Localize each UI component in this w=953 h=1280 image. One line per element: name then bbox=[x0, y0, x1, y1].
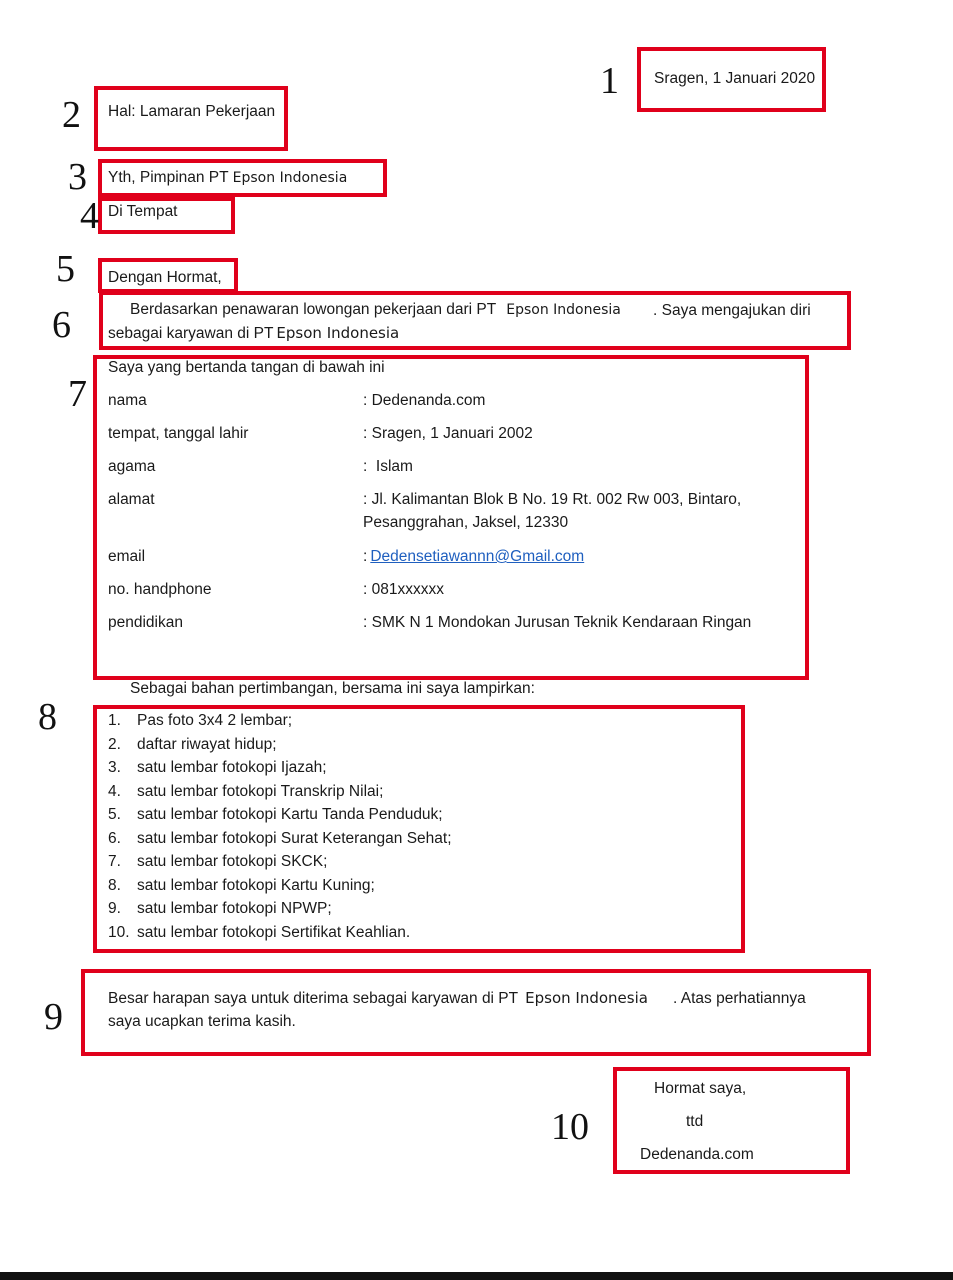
list-item-text: satu lembar fotokopi Sertifikat Keahlian. bbox=[137, 923, 411, 941]
opening-line-1-end: . Saya mengajukan diri bbox=[653, 302, 811, 319]
signature-regards: Hormat saya, bbox=[654, 1080, 747, 1097]
closing-line-1-end: . Atas perhatiannya bbox=[673, 990, 806, 1007]
marker-4: 4 bbox=[80, 195, 99, 237]
marker-2: 2 bbox=[62, 94, 81, 136]
opening-text-a: Berdasarkan penawaran lowongan pekerjaan dari PT bbox=[130, 301, 496, 318]
list-item-text: satu lembar fotokopi Kartu Tanda Penduduk; bbox=[137, 806, 443, 823]
list-item bbox=[108, 712, 452, 736]
recipient-company: Epson Indonesia bbox=[232, 170, 348, 186]
list-item bbox=[108, 806, 452, 830]
list-item bbox=[108, 830, 452, 854]
email-colon: : bbox=[363, 548, 368, 565]
closing-line-2: saya ucapkan terima kasih. bbox=[108, 1013, 296, 1030]
list-item-text: satu lembar fotokopi Surat Keterangan Sehat; bbox=[137, 829, 452, 847]
list-item-number: 1. bbox=[108, 712, 121, 729]
list-item-text: daftar riwayat hidup; bbox=[137, 735, 277, 753]
list-item bbox=[108, 759, 452, 783]
opening-company-2: Epson Indonesia bbox=[276, 324, 400, 342]
list-item-text: satu lembar fotokopi Transkrip Nilai; bbox=[137, 782, 384, 800]
email-link[interactable]: Dedensetiawannn@Gmail.com bbox=[370, 548, 585, 565]
identity-label-email: email bbox=[108, 548, 146, 565]
list-item bbox=[108, 877, 452, 901]
signature-name: Dedenanda.com bbox=[640, 1146, 754, 1163]
letter-recipient bbox=[108, 169, 347, 188]
list-item-number: 2. bbox=[108, 735, 121, 753]
marker-1: 1 bbox=[600, 60, 619, 102]
letter-date: Sragen, 1 Januari 2020 bbox=[654, 70, 816, 87]
attachments-list bbox=[108, 712, 452, 947]
list-item-text: satu lembar fotokopi SKCK; bbox=[137, 853, 328, 870]
attachments-intro: Sebagai bahan pertimbangan, bersama ini saya lampirkan: bbox=[130, 680, 535, 697]
list-item-number: 10. bbox=[108, 923, 130, 941]
opening-text-b: sebagai karyawan di PT bbox=[108, 325, 274, 342]
letter-place: Di Tempat bbox=[108, 203, 178, 220]
marker-9: 9 bbox=[44, 996, 63, 1038]
marker-7: 7 bbox=[68, 373, 87, 415]
list-item-number: 7. bbox=[108, 853, 121, 870]
identity-value-education: : SMK N 1 Mondokan Jurusan Teknik Kendaraan Ringan bbox=[363, 614, 752, 631]
list-item bbox=[108, 924, 452, 948]
identity-intro: Saya yang bertanda tangan di bawah ini bbox=[108, 359, 385, 376]
list-item bbox=[108, 853, 452, 877]
closing-text-a: Besar harapan saya untuk diterima sebagai karyawan di PT bbox=[108, 990, 518, 1007]
signature-sign: ttd bbox=[686, 1113, 704, 1130]
marker-10: 10 bbox=[551, 1106, 589, 1148]
bottom-bar bbox=[0, 1272, 953, 1280]
identity-value-religion: : Islam bbox=[363, 458, 413, 475]
list-item-number: 6. bbox=[108, 829, 121, 847]
list-item-number: 5. bbox=[108, 806, 121, 823]
marker-6: 6 bbox=[52, 304, 71, 346]
identity-label-address: alamat bbox=[108, 491, 155, 508]
list-item-text: Pas foto 3x4 2 lembar; bbox=[137, 712, 293, 729]
identity-value-phone: : 081xxxxxx bbox=[363, 581, 444, 598]
list-item bbox=[108, 900, 452, 924]
list-item-text: satu lembar fotokopi Kartu Kuning; bbox=[137, 876, 375, 894]
identity-label-education: pendidikan bbox=[108, 614, 183, 631]
identity-label-religion: agama bbox=[108, 458, 156, 475]
identity-value-address-2: Pesanggrahan, Jaksel, 12330 bbox=[363, 514, 569, 531]
marker-8: 8 bbox=[38, 696, 57, 738]
identity-value-email bbox=[363, 548, 584, 566]
marker-3: 3 bbox=[68, 156, 87, 198]
identity-label-phone: no. handphone bbox=[108, 581, 212, 598]
identity-label-name: nama bbox=[108, 392, 147, 409]
recipient-prefix: Yth, Pimpinan PT bbox=[108, 169, 229, 186]
list-item-number: 9. bbox=[108, 900, 121, 917]
list-item bbox=[108, 783, 452, 807]
identity-value-birth: : Sragen, 1 Januari 2002 bbox=[363, 425, 533, 442]
list-item-number: 3. bbox=[108, 759, 121, 776]
list-item-number: 4. bbox=[108, 782, 121, 800]
identity-value-name: : Dedenanda.com bbox=[363, 392, 486, 409]
closing-company: Epson Indonesia bbox=[525, 989, 648, 1007]
letter-greeting: Dengan Hormat, bbox=[108, 269, 222, 286]
closing-line-1 bbox=[108, 989, 648, 1009]
list-item-text: satu lembar fotokopi NPWP; bbox=[137, 900, 332, 917]
identity-label-birth: tempat, tanggal lahir bbox=[108, 425, 249, 442]
letter-subject: Hal: Lamaran Pekerjaan bbox=[108, 103, 276, 120]
opening-line-1 bbox=[130, 301, 621, 320]
list-item-number: 8. bbox=[108, 876, 121, 894]
list-item-text: satu lembar fotokopi Ijazah; bbox=[137, 759, 327, 776]
list-item bbox=[108, 736, 452, 760]
marker-5: 5 bbox=[56, 248, 75, 290]
identity-value-address: : Jl. Kalimantan Blok B No. 19 Rt. 002 Rw 003, Bintaro, bbox=[363, 491, 742, 508]
opening-company-1: Epson Indonesia bbox=[506, 302, 621, 318]
opening-line-2 bbox=[108, 324, 399, 344]
